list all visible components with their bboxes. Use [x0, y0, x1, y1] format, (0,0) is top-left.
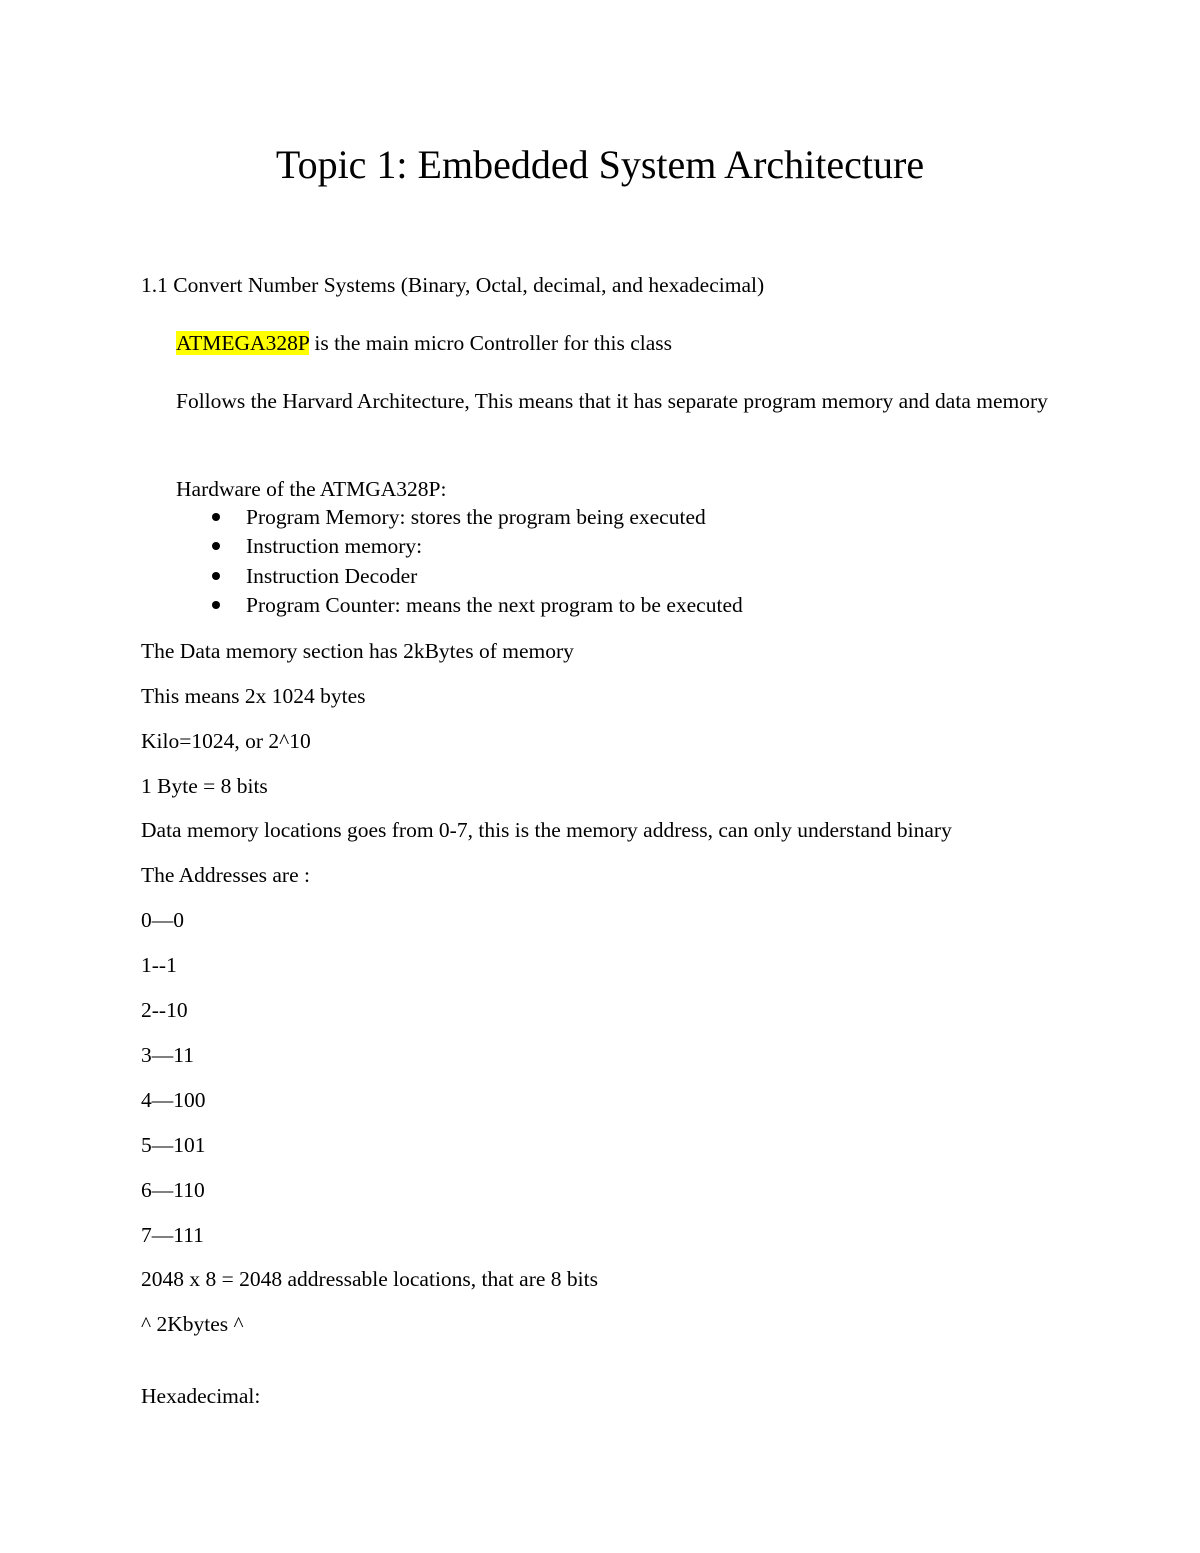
address-line: 6—110 [141, 1178, 205, 1202]
summary-line: ^ 2Kbytes ^ [141, 1312, 244, 1336]
note-line: Data memory locations goes from 0-7, this is the memory address, can only understand binary [141, 818, 952, 842]
bullet-icon [212, 601, 220, 609]
highlighted-term: ATMEGA328P [176, 331, 309, 355]
address-line: 4—100 [141, 1088, 206, 1112]
note-line: This means 2x 1024 bytes [141, 684, 366, 708]
address-line: 2--10 [141, 998, 188, 1022]
address-line: 0—0 [141, 908, 184, 932]
hardware-list [212, 503, 743, 620]
list-item-text: Program Memory: stores the program being executed [246, 505, 706, 529]
address-line: 3—11 [141, 1043, 194, 1067]
summary-line: 2048 x 8 = 2048 addressable locations, that are 8 bits [141, 1267, 598, 1291]
note-line: The Addresses are : [141, 863, 310, 887]
intro-line [176, 328, 672, 358]
address-line: 7—111 [141, 1223, 204, 1247]
bullet-icon [212, 542, 220, 550]
list-item [212, 562, 743, 591]
list-item-text: Instruction memory: [246, 534, 423, 559]
intro-rest: is the main micro Controller for this class [309, 331, 673, 355]
bullet-icon [212, 572, 220, 580]
bullet-icon [212, 513, 220, 521]
address-line: 5—101 [141, 1133, 206, 1157]
note-line: 1 Byte = 8 bits [141, 774, 268, 798]
address-line: 1--1 [141, 953, 177, 977]
list-item [212, 503, 743, 532]
list-item-text: Instruction Decoder [246, 563, 418, 588]
harvard-paragraph: Follows the Harvard Architecture, This means that it has separate program memory and data memory [176, 389, 1048, 413]
section-heading: 1.1 Convert Number Systems (Binary, Octal, decimal, and hexadecimal) [141, 273, 765, 297]
note-line: The Data memory section has 2kBytes of memory [141, 639, 574, 663]
page-title: Topic 1: Embedded System Architecture [275, 142, 925, 187]
note-line: Kilo=1024, or 2^10 [141, 729, 311, 753]
hexadecimal-heading: Hexadecimal: [141, 1384, 261, 1408]
list-item-text: Program Counter: means the next program to be executed [246, 592, 743, 617]
list-item [212, 532, 743, 561]
list-item [212, 591, 743, 620]
hardware-heading: Hardware of the ATMGA328P: [176, 477, 447, 501]
